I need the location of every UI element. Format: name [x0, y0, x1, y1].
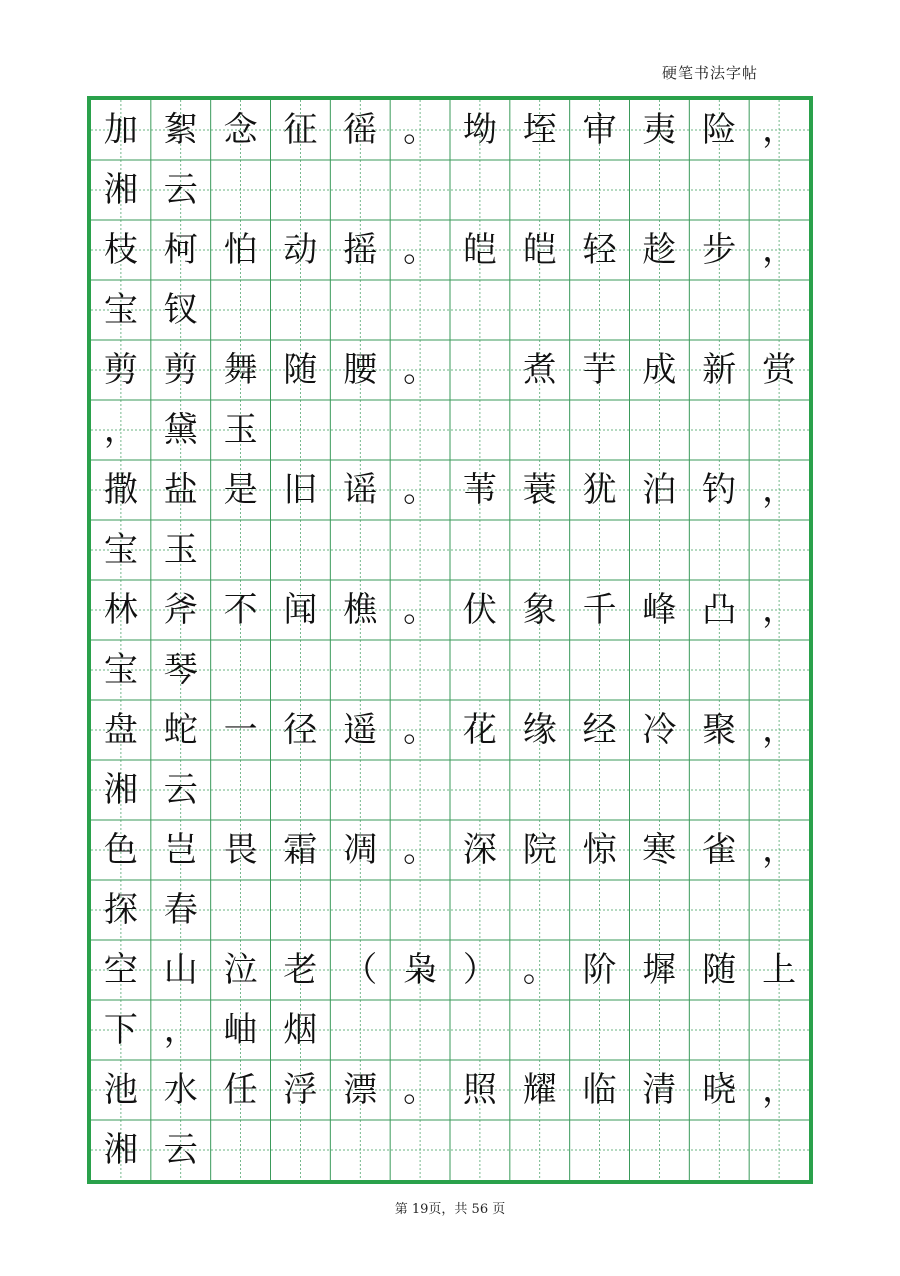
practice-char: 徭: [343, 110, 378, 150]
practice-char: 轻: [582, 230, 617, 270]
punctuation-char: （: [343, 950, 378, 990]
practice-char: 黛: [163, 410, 198, 450]
practice-char: 凸: [702, 590, 737, 630]
practice-char: 加: [103, 110, 138, 150]
punctuation-char: ，: [762, 470, 797, 510]
practice-char: 耀: [522, 1070, 557, 1110]
practice-char: 一: [223, 710, 258, 750]
speaker-line: [91, 400, 809, 460]
practice-char: 经: [582, 710, 617, 750]
speaker-line: [91, 760, 809, 820]
punctuation-char: 。: [403, 350, 438, 390]
practice-char: 湘: [103, 770, 138, 810]
practice-char: 赏: [762, 350, 797, 390]
practice-char: 新: [702, 350, 737, 390]
practice-char: 随: [702, 950, 737, 990]
practice-char: 漂: [343, 1070, 378, 1110]
practice-char: 犹: [582, 470, 617, 510]
punctuation-char: ，: [762, 1070, 797, 1110]
practice-char: 山: [163, 950, 198, 990]
punctuation-char: ）: [462, 950, 497, 990]
practice-char: 征: [283, 110, 318, 150]
practice-char: 险: [702, 110, 737, 150]
practice-char: 动: [283, 230, 318, 270]
practice-char: 是: [223, 470, 258, 510]
verse-line: [91, 340, 809, 400]
copybook-grid-sheet: [87, 96, 813, 1184]
practice-char: 林: [103, 590, 138, 630]
practice-char: 撒: [103, 470, 138, 510]
practice-char: 湘: [103, 170, 138, 210]
practice-char: 垤: [522, 110, 557, 150]
practice-char: 盐: [163, 470, 198, 510]
practice-char: 云: [163, 170, 198, 210]
practice-char: 晓: [702, 1070, 737, 1110]
practice-char: 上: [762, 950, 797, 990]
verse-line: [91, 460, 809, 520]
punctuation-char: 。: [403, 590, 438, 630]
practice-char: 芋: [582, 350, 617, 390]
punctuation-char: 。: [522, 950, 557, 990]
practice-char: 凋: [343, 830, 378, 870]
practice-char: 闻: [283, 590, 318, 630]
practice-char: 湘: [103, 1130, 138, 1170]
practice-char: 临: [582, 1070, 617, 1110]
verse-line: [91, 100, 809, 160]
practice-char: 煮: [522, 350, 557, 390]
practice-char: 蛇: [163, 710, 198, 750]
verse-line: [91, 220, 809, 280]
practice-char: 惊: [582, 830, 617, 870]
practice-char: 冷: [642, 710, 677, 750]
practice-char: 絮: [163, 110, 198, 150]
speaker-line: [91, 280, 809, 340]
punctuation-char: ，: [762, 110, 797, 150]
practice-char: 宝: [103, 530, 138, 570]
practice-char: 枭: [403, 950, 438, 990]
practice-char: 烟: [283, 1010, 318, 1050]
practice-char: [450, 340, 510, 400]
practice-char: 剪: [103, 350, 138, 390]
practice-char: 峰: [642, 590, 677, 630]
practice-char: 伏: [462, 590, 497, 630]
practice-char: 径: [283, 710, 318, 750]
practice-char: 深: [462, 830, 497, 870]
punctuation-char: 。: [403, 110, 438, 150]
practice-char: 柯: [163, 230, 198, 270]
practice-char: 聚: [702, 710, 737, 750]
verse-line: [91, 580, 809, 640]
practice-char: 皑: [522, 230, 557, 270]
practice-char: 遥: [343, 710, 378, 750]
speaker-line: [91, 160, 809, 220]
practice-char: 千: [582, 590, 617, 630]
practice-char: 樵: [343, 590, 378, 630]
practice-char: 岫: [223, 1010, 258, 1050]
practice-char: 旧: [283, 470, 318, 510]
practice-char: 苇: [462, 470, 497, 510]
practice-char: 不: [223, 590, 258, 630]
practice-char: 夷: [642, 110, 677, 150]
practice-char: 谣: [343, 470, 378, 510]
practice-char: 宝: [103, 290, 138, 330]
practice-char: 盘: [103, 710, 138, 750]
punctuation-char: ，: [762, 830, 797, 870]
practice-char: 摇: [343, 230, 378, 270]
practice-char: 步: [702, 230, 737, 270]
practice-char: 斧: [163, 590, 198, 630]
practice-char: 枝: [103, 230, 138, 270]
practice-char: 雀: [702, 830, 737, 870]
practice-char: 成: [642, 350, 677, 390]
speaker-line: [91, 880, 809, 940]
punctuation-char: ，: [762, 710, 797, 750]
practice-char: 空: [103, 950, 138, 990]
practice-char: 泣: [223, 950, 258, 990]
practice-char: 花: [462, 710, 497, 750]
practice-char: 象: [522, 590, 557, 630]
header-title: 硬笔书法字帖: [661, 64, 758, 82]
verse-line: [91, 1060, 809, 1120]
practice-char: 玉: [163, 530, 198, 570]
punctuation-char: ，: [762, 230, 797, 270]
practice-char: 畏: [223, 830, 258, 870]
speaker-line: [91, 520, 809, 580]
practice-char: 钗: [163, 290, 198, 330]
practice-char: 池: [103, 1070, 138, 1110]
practice-char: 寒: [642, 830, 677, 870]
verse-line: [91, 940, 809, 1000]
practice-char: 剪: [163, 350, 198, 390]
speaker-line: [91, 640, 809, 700]
practice-char: 下: [103, 1010, 138, 1050]
punctuation-char: 。: [403, 1070, 438, 1110]
practice-char: 浮: [283, 1070, 318, 1110]
practice-char: 老: [283, 950, 318, 990]
punctuation-char: ，: [163, 1010, 198, 1050]
practice-char: 云: [163, 1130, 198, 1170]
practice-char: 念: [223, 110, 258, 150]
speaker-line: [91, 1120, 809, 1180]
practice-char: 泊: [642, 470, 677, 510]
practice-char: 皑: [462, 230, 497, 270]
page-number: 第 19页，共 56 页: [394, 1202, 506, 1217]
punctuation-char: 。: [403, 230, 438, 270]
practice-char: 水: [163, 1070, 198, 1110]
verse-line: [91, 700, 809, 760]
speaker-line: [91, 1000, 809, 1060]
practice-char: 照: [462, 1070, 497, 1110]
practice-char: 探: [103, 890, 138, 930]
practice-char: 随: [283, 350, 318, 390]
practice-char: 舞: [223, 350, 258, 390]
punctuation-char: ，: [762, 590, 797, 630]
practice-char: 墀: [642, 950, 677, 990]
practice-char: 缘: [522, 710, 557, 750]
verse-line: [91, 820, 809, 880]
practice-char: 怕: [223, 230, 258, 270]
practice-char: 玉: [223, 410, 258, 450]
text-rows: [91, 100, 809, 1180]
practice-char: 坳: [462, 110, 497, 150]
practice-char: 阶: [582, 950, 617, 990]
punctuation-char: 。: [403, 470, 438, 510]
practice-char: 云: [163, 770, 198, 810]
practice-char: 蓑: [522, 470, 557, 510]
practice-char: 宝: [103, 650, 138, 690]
practice-char: 腰: [343, 350, 378, 390]
practice-char: 霜: [283, 830, 318, 870]
punctuation-char: 。: [403, 710, 438, 750]
practice-char: 趁: [642, 230, 677, 270]
practice-char: 清: [642, 1070, 677, 1110]
practice-char: 任: [223, 1070, 258, 1110]
practice-char: 春: [163, 890, 198, 930]
practice-char: 钓: [702, 470, 737, 510]
practice-char: 院: [522, 830, 557, 870]
practice-char: 岂: [163, 830, 198, 870]
practice-char: 琴: [163, 650, 198, 690]
practice-char: 色: [103, 830, 138, 870]
practice-char: 审: [582, 110, 617, 150]
punctuation-char: ，: [103, 410, 138, 450]
punctuation-char: 。: [403, 830, 438, 870]
